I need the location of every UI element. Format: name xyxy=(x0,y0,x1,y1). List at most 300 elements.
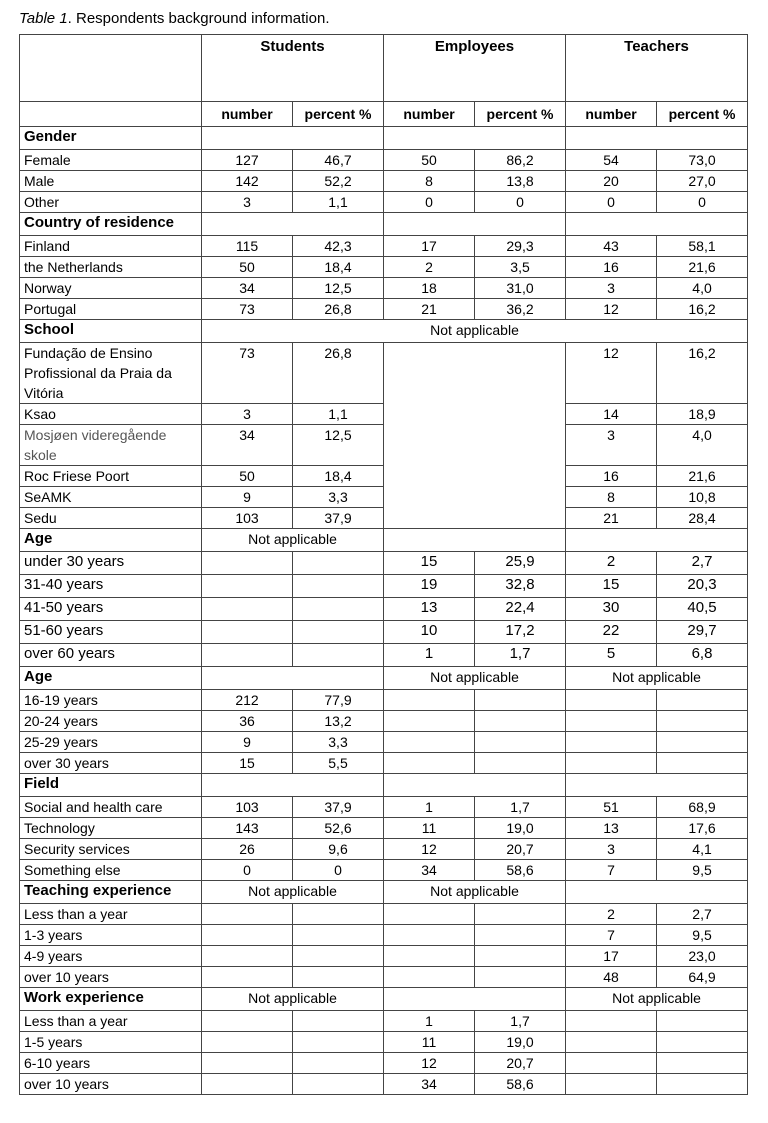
value-cell: 10,8 xyxy=(657,487,748,508)
value-cell xyxy=(293,598,384,621)
value-cell: 0 xyxy=(566,192,657,213)
value-cell: 115 xyxy=(202,236,293,257)
value-cell: 30 xyxy=(566,598,657,621)
value-cell: 18 xyxy=(384,278,475,299)
section-title: Country of residence xyxy=(20,213,202,236)
header-employees: Employees xyxy=(384,35,566,102)
value-cell xyxy=(293,1032,384,1053)
value-cell: 34 xyxy=(384,1074,475,1095)
not-applicable-cell: Not applicable xyxy=(202,988,384,1011)
header-students: Students xyxy=(202,35,384,102)
row-label: Fundação de Ensino Profissional da Praia da Vitória xyxy=(20,343,202,404)
value-cell: 142 xyxy=(202,171,293,192)
not-applicable-cell: Not applicable xyxy=(566,667,748,690)
value-cell: 12 xyxy=(566,299,657,320)
caption-text: . Respondents background information. xyxy=(67,10,330,27)
value-cell xyxy=(293,925,384,946)
not-applicable-cell: Not applicable xyxy=(384,667,566,690)
value-cell: 14 xyxy=(566,404,657,425)
table-row xyxy=(20,343,748,404)
header-corner xyxy=(20,35,202,102)
value-cell: 21 xyxy=(566,508,657,529)
value-cell xyxy=(202,925,293,946)
value-cell: 86,2 xyxy=(475,150,566,171)
value-cell: 34 xyxy=(202,425,293,466)
value-cell xyxy=(475,946,566,967)
value-cell xyxy=(293,1074,384,1095)
empty-cell xyxy=(202,774,384,797)
value-cell xyxy=(384,732,475,753)
row-label: Female xyxy=(20,150,202,171)
section-title: Teaching experience xyxy=(20,881,202,904)
table-row xyxy=(20,967,748,988)
value-cell xyxy=(475,753,566,774)
value-cell: 17,6 xyxy=(657,818,748,839)
value-cell: 143 xyxy=(202,818,293,839)
value-cell: 51 xyxy=(566,797,657,818)
value-cell: 3,3 xyxy=(293,732,384,753)
empty-cell xyxy=(566,529,748,552)
value-cell: 103 xyxy=(202,797,293,818)
value-cell xyxy=(293,621,384,644)
value-cell: 19,0 xyxy=(475,818,566,839)
value-cell xyxy=(475,711,566,732)
section-row-work xyxy=(20,988,748,1011)
value-cell xyxy=(384,967,475,988)
row-label: Norway xyxy=(20,278,202,299)
row-label: 41-50 years xyxy=(20,598,202,621)
row-label: Mosjøen videregående skole xyxy=(20,425,202,466)
value-cell: 9 xyxy=(202,487,293,508)
value-cell: 13,8 xyxy=(475,171,566,192)
value-cell: 32,8 xyxy=(475,575,566,598)
value-cell: 12,5 xyxy=(293,425,384,466)
value-cell: 15 xyxy=(202,753,293,774)
value-cell xyxy=(475,904,566,925)
value-cell xyxy=(566,753,657,774)
value-cell: 58,6 xyxy=(475,860,566,881)
value-cell: 13 xyxy=(566,818,657,839)
value-cell: 31,0 xyxy=(475,278,566,299)
value-cell: 1 xyxy=(384,644,475,667)
value-cell: 54 xyxy=(566,150,657,171)
value-cell: 4,0 xyxy=(657,278,748,299)
value-cell: 7 xyxy=(566,860,657,881)
value-cell: 9 xyxy=(202,732,293,753)
empty-cell xyxy=(566,881,748,904)
header-teachers: Teachers xyxy=(566,35,748,102)
value-cell: 103 xyxy=(202,508,293,529)
header-sub-cell: percent % xyxy=(293,102,384,127)
section-title: Age xyxy=(20,667,202,690)
table-row xyxy=(20,904,748,925)
value-cell: 34 xyxy=(384,860,475,881)
value-cell xyxy=(566,732,657,753)
empty-cell xyxy=(384,343,566,529)
row-label: Technology xyxy=(20,818,202,839)
section-row-teaching xyxy=(20,881,748,904)
table-row xyxy=(20,257,748,278)
empty-cell xyxy=(202,667,384,690)
empty-cell xyxy=(384,213,566,236)
value-cell: 42,3 xyxy=(293,236,384,257)
value-cell: 212 xyxy=(202,690,293,711)
empty-cell xyxy=(384,988,566,1011)
value-cell: 28,4 xyxy=(657,508,748,529)
value-cell xyxy=(293,644,384,667)
value-cell: 26,8 xyxy=(293,343,384,404)
not-applicable-cell: Not applicable xyxy=(202,529,384,552)
value-cell xyxy=(202,946,293,967)
value-cell: 19 xyxy=(384,575,475,598)
value-cell: 36 xyxy=(202,711,293,732)
table-row xyxy=(20,278,748,299)
value-cell xyxy=(384,690,475,711)
value-cell xyxy=(202,598,293,621)
empty-cell xyxy=(202,127,384,150)
value-cell: 1,1 xyxy=(293,192,384,213)
section-row-age2 xyxy=(20,667,748,690)
table-row xyxy=(20,753,748,774)
section-title: Gender xyxy=(20,127,202,150)
value-cell: 37,9 xyxy=(293,508,384,529)
row-label: Finland xyxy=(20,236,202,257)
value-cell: 2 xyxy=(566,552,657,575)
value-cell xyxy=(293,1053,384,1074)
value-cell: 40,5 xyxy=(657,598,748,621)
value-cell xyxy=(475,732,566,753)
value-cell: 11 xyxy=(384,818,475,839)
value-cell: 2,7 xyxy=(657,904,748,925)
value-cell: 7 xyxy=(566,925,657,946)
value-cell: 13,2 xyxy=(293,711,384,732)
value-cell: 48 xyxy=(566,967,657,988)
table-row xyxy=(20,644,748,667)
value-cell: 52,2 xyxy=(293,171,384,192)
table-row xyxy=(20,575,748,598)
value-cell: 17,2 xyxy=(475,621,566,644)
value-cell xyxy=(657,711,748,732)
value-cell: 12 xyxy=(384,1053,475,1074)
value-cell: 1 xyxy=(384,1011,475,1032)
table-row xyxy=(20,598,748,621)
section-row-school xyxy=(20,320,748,343)
table-row xyxy=(20,797,748,818)
table-row xyxy=(20,1074,748,1095)
table-row xyxy=(20,236,748,257)
value-cell: 3 xyxy=(202,404,293,425)
table-caption xyxy=(19,9,329,29)
value-cell: 15 xyxy=(384,552,475,575)
table-row xyxy=(20,1053,748,1074)
row-label: SeAMK xyxy=(20,487,202,508)
value-cell xyxy=(475,925,566,946)
value-cell xyxy=(293,967,384,988)
row-label: Something else xyxy=(20,860,202,881)
value-cell: 10 xyxy=(384,621,475,644)
value-cell: 8 xyxy=(384,171,475,192)
value-cell xyxy=(657,1011,748,1032)
value-cell xyxy=(202,552,293,575)
value-cell: 26 xyxy=(202,839,293,860)
value-cell xyxy=(657,1032,748,1053)
value-cell: 2 xyxy=(566,904,657,925)
empty-cell xyxy=(384,774,566,797)
header-row-sub xyxy=(20,102,748,127)
value-cell xyxy=(566,711,657,732)
value-cell xyxy=(202,1053,293,1074)
value-cell: 22,4 xyxy=(475,598,566,621)
section-title: Work experience xyxy=(20,988,202,1011)
value-cell: 11 xyxy=(384,1032,475,1053)
value-cell: 20 xyxy=(566,171,657,192)
table-row xyxy=(20,711,748,732)
value-cell: 46,7 xyxy=(293,150,384,171)
value-cell: 3,5 xyxy=(475,257,566,278)
not-applicable-cell: Not applicable xyxy=(202,320,748,343)
value-cell: 1,1 xyxy=(293,404,384,425)
value-cell xyxy=(566,1011,657,1032)
value-cell xyxy=(202,1011,293,1032)
value-cell: 2 xyxy=(384,257,475,278)
value-cell xyxy=(384,753,475,774)
value-cell: 73 xyxy=(202,299,293,320)
empty-cell xyxy=(384,529,566,552)
row-label: 25-29 years xyxy=(20,732,202,753)
value-cell: 34 xyxy=(202,278,293,299)
value-cell: 20,7 xyxy=(475,839,566,860)
value-cell: 17 xyxy=(384,236,475,257)
value-cell: 4,0 xyxy=(657,425,748,466)
value-cell: 58,1 xyxy=(657,236,748,257)
header-sub-cell: number xyxy=(202,102,293,127)
value-cell: 3 xyxy=(566,278,657,299)
row-label: Roc Friese Poort xyxy=(20,466,202,487)
value-cell xyxy=(566,1032,657,1053)
value-cell: 50 xyxy=(202,257,293,278)
value-cell: 16 xyxy=(566,466,657,487)
value-cell xyxy=(202,644,293,667)
value-cell: 18,9 xyxy=(657,404,748,425)
value-cell: 36,2 xyxy=(475,299,566,320)
value-cell: 26,8 xyxy=(293,299,384,320)
row-label: 16-19 years xyxy=(20,690,202,711)
value-cell: 18,4 xyxy=(293,257,384,278)
value-cell: 8 xyxy=(566,487,657,508)
value-cell: 9,6 xyxy=(293,839,384,860)
empty-cell xyxy=(566,774,748,797)
row-label: Ksao xyxy=(20,404,202,425)
value-cell: 19,0 xyxy=(475,1032,566,1053)
table-row xyxy=(20,1011,748,1032)
section-title: Age xyxy=(20,529,202,552)
empty-cell xyxy=(202,213,384,236)
value-cell xyxy=(657,732,748,753)
not-applicable-cell: Not applicable xyxy=(384,881,566,904)
value-cell: 9,5 xyxy=(657,925,748,946)
section-row-field xyxy=(20,774,748,797)
respondents-table xyxy=(19,34,748,1095)
header-sub-cell: percent % xyxy=(657,102,748,127)
value-cell xyxy=(202,967,293,988)
value-cell: 0 xyxy=(384,192,475,213)
value-cell: 2,7 xyxy=(657,552,748,575)
row-label: over 30 years xyxy=(20,753,202,774)
value-cell: 77,9 xyxy=(293,690,384,711)
table-row xyxy=(20,1032,748,1053)
value-cell: 73,0 xyxy=(657,150,748,171)
row-label: the Netherlands xyxy=(20,257,202,278)
value-cell: 4,1 xyxy=(657,839,748,860)
row-label: 1-5 years xyxy=(20,1032,202,1053)
row-label: Security services xyxy=(20,839,202,860)
value-cell xyxy=(566,1053,657,1074)
value-cell: 58,6 xyxy=(475,1074,566,1095)
value-cell: 27,0 xyxy=(657,171,748,192)
table-row xyxy=(20,171,748,192)
row-label: Less than a year xyxy=(20,1011,202,1032)
table-row xyxy=(20,621,748,644)
value-cell: 3 xyxy=(566,839,657,860)
header-sub-cell: percent % xyxy=(475,102,566,127)
value-cell: 1 xyxy=(384,797,475,818)
value-cell: 0 xyxy=(657,192,748,213)
row-label: over 10 years xyxy=(20,1074,202,1095)
value-cell: 21,6 xyxy=(657,257,748,278)
value-cell xyxy=(293,904,384,925)
value-cell: 37,9 xyxy=(293,797,384,818)
value-cell: 16,2 xyxy=(657,299,748,320)
value-cell: 5,5 xyxy=(293,753,384,774)
row-label: Social and health care xyxy=(20,797,202,818)
row-label: 51-60 years xyxy=(20,621,202,644)
table-row xyxy=(20,839,748,860)
value-cell: 22 xyxy=(566,621,657,644)
row-label: 4-9 years xyxy=(20,946,202,967)
value-cell: 52,6 xyxy=(293,818,384,839)
table-row xyxy=(20,299,748,320)
value-cell: 64,9 xyxy=(657,967,748,988)
caption-label: Table 1 xyxy=(19,10,68,27)
empty-cell xyxy=(384,127,566,150)
row-label: 31-40 years xyxy=(20,575,202,598)
value-cell xyxy=(384,925,475,946)
value-cell: 127 xyxy=(202,150,293,171)
value-cell: 18,4 xyxy=(293,466,384,487)
value-cell: 21 xyxy=(384,299,475,320)
value-cell: 68,9 xyxy=(657,797,748,818)
value-cell: 43 xyxy=(566,236,657,257)
value-cell xyxy=(202,1074,293,1095)
value-cell: 16 xyxy=(566,257,657,278)
row-label: under 30 years xyxy=(20,552,202,575)
table-row xyxy=(20,690,748,711)
value-cell: 73 xyxy=(202,343,293,404)
value-cell: 29,7 xyxy=(657,621,748,644)
value-cell: 13 xyxy=(384,598,475,621)
value-cell xyxy=(657,1074,748,1095)
value-cell: 15 xyxy=(566,575,657,598)
value-cell: 12,5 xyxy=(293,278,384,299)
section-row-age1 xyxy=(20,529,748,552)
value-cell: 3 xyxy=(202,192,293,213)
value-cell: 5 xyxy=(566,644,657,667)
value-cell: 1,7 xyxy=(475,1011,566,1032)
value-cell: 21,6 xyxy=(657,466,748,487)
row-label: 6-10 years xyxy=(20,1053,202,1074)
section-title: Field xyxy=(20,774,202,797)
table-row xyxy=(20,732,748,753)
value-cell: 0 xyxy=(202,860,293,881)
section-title: School xyxy=(20,320,202,343)
not-applicable-cell: Not applicable xyxy=(202,881,384,904)
value-cell xyxy=(202,904,293,925)
empty-cell xyxy=(566,213,748,236)
value-cell xyxy=(566,1074,657,1095)
value-cell xyxy=(293,552,384,575)
value-cell xyxy=(202,1032,293,1053)
value-cell: 3 xyxy=(566,425,657,466)
value-cell xyxy=(566,690,657,711)
section-row-country xyxy=(20,213,748,236)
value-cell xyxy=(202,575,293,598)
value-cell xyxy=(657,690,748,711)
value-cell: 1,7 xyxy=(475,797,566,818)
value-cell xyxy=(475,967,566,988)
section-row-gender xyxy=(20,127,748,150)
value-cell: 6,8 xyxy=(657,644,748,667)
value-cell: 50 xyxy=(384,150,475,171)
value-cell: 12 xyxy=(566,343,657,404)
value-cell: 12 xyxy=(384,839,475,860)
value-cell: 50 xyxy=(202,466,293,487)
value-cell xyxy=(293,575,384,598)
row-label: Sedu xyxy=(20,508,202,529)
row-label: Other xyxy=(20,192,202,213)
table-row xyxy=(20,818,748,839)
value-cell: 17 xyxy=(566,946,657,967)
value-cell: 25,9 xyxy=(475,552,566,575)
header-sub-corner xyxy=(20,102,202,127)
value-cell: 20,7 xyxy=(475,1053,566,1074)
table-row xyxy=(20,552,748,575)
table-row xyxy=(20,150,748,171)
row-label: Male xyxy=(20,171,202,192)
value-cell xyxy=(657,1053,748,1074)
row-label: over 60 years xyxy=(20,644,202,667)
table-row xyxy=(20,925,748,946)
table-row xyxy=(20,192,748,213)
row-label: Less than a year xyxy=(20,904,202,925)
value-cell: 9,5 xyxy=(657,860,748,881)
row-label: 20-24 years xyxy=(20,711,202,732)
header-sub-cell: number xyxy=(384,102,475,127)
value-cell xyxy=(475,690,566,711)
header-sub-cell: number xyxy=(566,102,657,127)
value-cell: 0 xyxy=(293,860,384,881)
value-cell xyxy=(293,946,384,967)
table-row xyxy=(20,860,748,881)
value-cell xyxy=(293,1011,384,1032)
value-cell: 3,3 xyxy=(293,487,384,508)
value-cell xyxy=(202,621,293,644)
value-cell: 0 xyxy=(475,192,566,213)
value-cell: 16,2 xyxy=(657,343,748,404)
row-label: 1-3 years xyxy=(20,925,202,946)
table-row xyxy=(20,946,748,967)
value-cell xyxy=(384,904,475,925)
header-row-groups xyxy=(20,35,748,102)
